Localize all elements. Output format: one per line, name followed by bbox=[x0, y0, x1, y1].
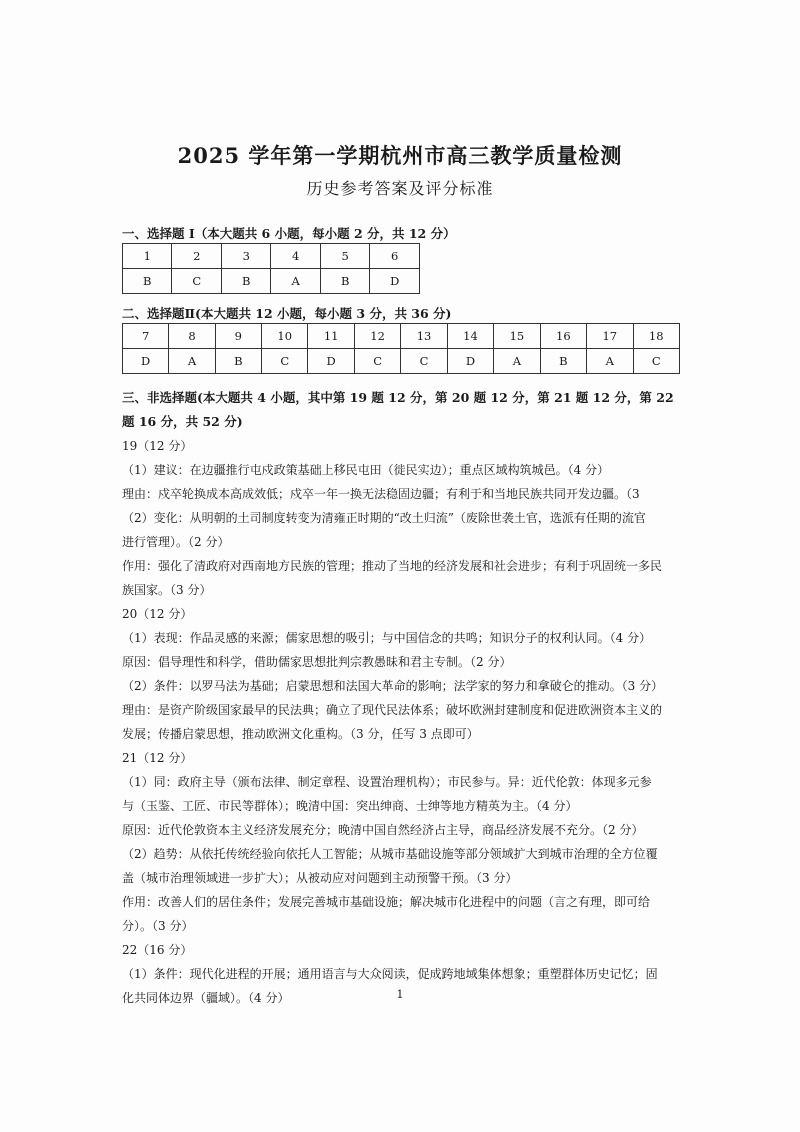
answer-cell: D bbox=[308, 349, 354, 374]
answer-line: 理由：是资产阶级国家最早的民法典；确立了现代民法体系；破坏欧洲封建制度和促进欧洲资本主义的 bbox=[122, 703, 663, 717]
answer-line: 作用：强化了清政府对西南地方民族的管理；推动了当地的经济发展和社会进步；有利于巩固统一多民 bbox=[122, 559, 663, 573]
question-number: 13 bbox=[401, 324, 447, 349]
section2-answer-table bbox=[122, 323, 680, 374]
answer-line: （1）建议：在边疆推行屯戍政策基础上移民屯田（徙民实边）；重点区域构筑城邑。（4 分） bbox=[122, 463, 610, 477]
answer-line: 发展；传播启蒙思想，推动欧洲文化重构。（3 分，任写 3 点即可） bbox=[122, 727, 479, 741]
answer-line: 原因：倡导理性和科学，借助儒家思想批判宗教愚昧和君主专制。（2 分） bbox=[122, 655, 512, 669]
document-subtitle: 历史参考答案及评分标准 bbox=[306, 179, 494, 198]
answer-cell: D bbox=[370, 269, 420, 294]
table-row-answers bbox=[123, 349, 680, 374]
answer-line: 盖（城市治理领域进一步扩大）；从被动应对问题到主动预警干预。（3 分） bbox=[122, 871, 518, 885]
answer-cell: C bbox=[262, 349, 308, 374]
question-20-heading: 20（12 分） bbox=[122, 607, 193, 621]
section1-heading: 一、选择题 I（本大题共 6 小题，每小题 2 分，共 12 分） bbox=[122, 226, 456, 241]
answer-cell: D bbox=[123, 349, 169, 374]
answer-cell: B bbox=[123, 269, 172, 294]
answer-cell: B bbox=[221, 269, 270, 294]
question-number: 14 bbox=[447, 324, 493, 349]
answer-cell: A bbox=[587, 349, 633, 374]
question-number: 16 bbox=[540, 324, 586, 349]
question-number: 18 bbox=[633, 324, 680, 349]
answer-cell: A bbox=[271, 269, 320, 294]
question-number: 17 bbox=[587, 324, 633, 349]
answer-line: 分）。（3 分） bbox=[122, 919, 194, 933]
question-21-heading: 21（12 分） bbox=[122, 751, 193, 765]
answer-cell: A bbox=[494, 349, 540, 374]
answer-line: 理由：戍卒轮换成本高成效低；戍卒一年一换无法稳固边疆；有利于和当地民族共同开发边疆。（3 bbox=[122, 487, 640, 501]
section3-heading: 三、非选择题(本大题共 4 小题，其中第 19 题 12 分，第 20 题 12 分，第 21 题 12 分，第 22 题 16 分，共 52 分) bbox=[122, 390, 674, 429]
answer-line: 与（玉鉴、工匠、市民等群体）；晚清中国：突出绅商、士绅等地方精英为主。（4 分） bbox=[122, 799, 578, 813]
answer-cell: A bbox=[169, 349, 215, 374]
question-number: 9 bbox=[215, 324, 261, 349]
answer-line: 族国家。（3 分） bbox=[122, 583, 212, 597]
question-number: 8 bbox=[169, 324, 215, 349]
answer-line: 进行管理）。（2 分） bbox=[122, 535, 230, 549]
question-19-heading: 19（12 分） bbox=[122, 439, 193, 453]
section1-answer-table bbox=[122, 243, 420, 294]
answer-line: 原因：近代伦敦资本主义经济发展充分；晚清中国自然经济占主导，商品经济发展不充分。（2 分） bbox=[122, 823, 644, 837]
table-row-numbers bbox=[123, 244, 420, 269]
answer-line: （1）同：政府主导（颁布法律、制定章程、设置治理机构）；市民参与。异：近代伦敦：体现多元参 bbox=[122, 775, 652, 789]
question-number: 6 bbox=[370, 244, 420, 269]
answer-cell: C bbox=[172, 269, 222, 294]
question-number: 15 bbox=[494, 324, 540, 349]
document-title: 2025 学年第一学期杭州市高三教学质量检测 bbox=[177, 143, 623, 168]
answer-line: （1）条件：现代化进程的开展；通用语言与大众阅读，促成跨地域集体想象；重塑群体历史记忆；固 bbox=[122, 967, 658, 981]
question-number: 11 bbox=[308, 324, 354, 349]
answer-line: 化共同体边界（疆域）。（4 分） bbox=[122, 991, 290, 1005]
page-number: 1 bbox=[396, 988, 404, 1001]
answer-cell: C bbox=[633, 349, 680, 374]
table-row-answers bbox=[123, 269, 420, 294]
answer-cell: B bbox=[540, 349, 586, 374]
question-number: 3 bbox=[221, 244, 270, 269]
question-22-heading: 22（16 分） bbox=[122, 943, 193, 957]
answer-cell: B bbox=[215, 349, 261, 374]
answer-line: 作用：改善人们的居住条件；发展完善城市基础设施；解决城市化进程中的问题（言之有理，即可给 bbox=[122, 895, 651, 909]
answer-cell: C bbox=[401, 349, 447, 374]
section3-body bbox=[122, 386, 680, 1010]
answer-line: （2）变化：从明朝的土司制度转变为清雍正时期的“改土归流”（废除世袭土官，选派有任期的流官 bbox=[122, 511, 646, 525]
question-number: 12 bbox=[354, 324, 400, 349]
answer-cell: D bbox=[447, 349, 493, 374]
question-number: 10 bbox=[262, 324, 308, 349]
section2-heading: 二、选择题Ⅱ(本大题共 12 小题，每小题 3 分，共 36 分) bbox=[122, 306, 452, 321]
question-number: 5 bbox=[320, 244, 369, 269]
answer-line: （1）表现：作品灵感的来源；儒家思想的吸引；与中国信念的共鸣；知识分子的权利认同。（4 分） bbox=[122, 631, 652, 645]
answer-cell: B bbox=[320, 269, 369, 294]
question-number: 2 bbox=[172, 244, 222, 269]
question-number: 4 bbox=[271, 244, 320, 269]
answer-cell: C bbox=[354, 349, 400, 374]
table-row-numbers bbox=[123, 324, 680, 349]
answer-line: （2）条件：以罗马法为基础；启蒙思想和法国大革命的影响；法学家的努力和拿破仑的推动。（3 分） bbox=[122, 679, 664, 693]
question-number: 7 bbox=[123, 324, 169, 349]
answer-line: （2）趋势：从依托传统经验向依托人工智能；从城市基础设施等部分领域扩大到城市治理的全方位覆 bbox=[122, 847, 658, 861]
question-number: 1 bbox=[123, 244, 172, 269]
